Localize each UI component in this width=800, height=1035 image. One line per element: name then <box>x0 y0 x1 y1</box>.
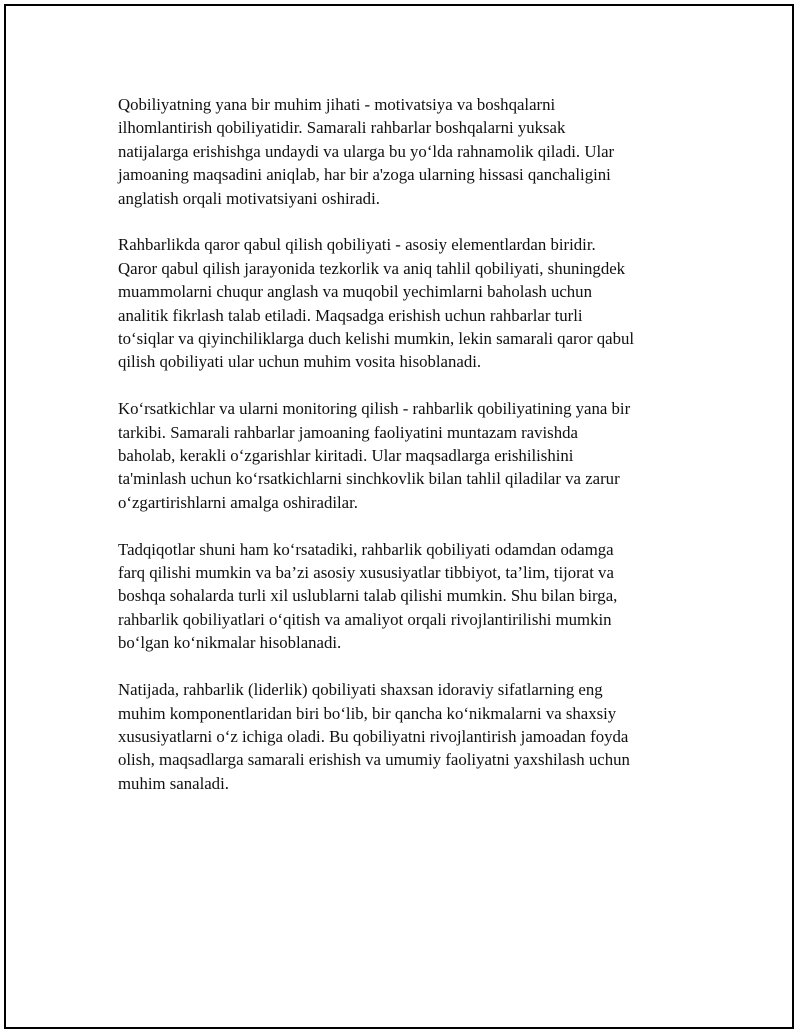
text-line: Qobiliyatning yana bir muhim jihati - motivatsiya va boshqalarni <box>118 95 556 114</box>
text-line: muhim komponentlaridan biri bo‘lib, bir qancha ko‘nikmalarni va shaxsiy <box>118 703 617 723</box>
text-line: muhim sanaladi. <box>118 773 229 793</box>
text-line: o‘zgartirishlarni amalga oshiradilar. <box>118 492 358 512</box>
text-line: natijalarga erishishga undaydi va ularga bu yo‘lda rahnamolik qiladi. Ular <box>118 141 615 161</box>
text-line: bo‘lgan ko‘nikmalar hisoblanadi. <box>118 633 342 653</box>
paragraph-motivation <box>118 93 698 210</box>
text-line: tarkibi. Samarali rahbarlar jamoaning faoliyatini muntazam ravishda <box>118 422 578 442</box>
text-line: anglatish orqali motivatsiyani oshiradi. <box>118 188 380 208</box>
paragraph-decision-making <box>118 233 698 373</box>
paragraph-conclusion <box>118 678 698 795</box>
document-body <box>118 93 698 819</box>
text-line: to‘siqlar va qiyinchiliklarga duch kelishi mumkin, lekin samarali qaror qabul <box>118 329 635 349</box>
text-line: jamoaning maqsadini aniqlab, har bir a'zoga ularning hissasi qanchaligini <box>118 165 611 185</box>
text-line: ta'minlash uchun ko‘rsatkichlarni sinchkovlik bilan tahlil qiladilar va zarur <box>118 469 620 489</box>
text-line: baholab, kerakli o‘zgarishlar kiritadi. Ular maqsadlarga erishilishini <box>118 446 574 466</box>
text-line: qilish qobiliyati ular uchun muhim vosita hisoblanadi. <box>118 352 482 372</box>
text-line: olish, maqsadlarga samarali erishish va umumiy faoliyatni yaxshilash uchun <box>118 750 630 770</box>
text-line: xususiyatlarni o‘z ichiga oladi. Bu qobiliyatni rivojlantirish jamoadan foyda <box>118 726 629 746</box>
text-line: Tadqiqotlar shuni ham ko‘rsatadiki, rahbarlik qobiliyati odamdan odamga <box>118 539 614 559</box>
text-line: rahbarlik qobiliyatlari o‘qitish va amaliyot orqali rivojlantirilishi mumkin <box>118 609 612 629</box>
paragraph-monitoring <box>118 397 698 514</box>
text-line: Ko‘rsatkichlar va ularni monitoring qilish - rahbarlik qobiliyatining yana bir <box>118 399 631 419</box>
text-line: Qaror qabul qilish jarayonida tezkorlik va aniq tahlil qobiliyati, shuningdek <box>118 258 626 278</box>
text-line: analitik fikrlash talab etiladi. Maqsadga erishish uchun rahbarlar turli <box>118 305 583 325</box>
text-line: Natijada, rahbarlik (liderlik) qobiliyati shaxsan idoraviy sifatlarning eng <box>118 680 603 700</box>
text-line: boshqa sohalarda turli xil uslublarni talab qilishi mumkin. Shu bilan birga, <box>118 586 618 606</box>
paragraph-research <box>118 538 698 655</box>
text-line: farq qilishi mumkin va ba’zi asosiy xususiyatlar tibbiyot, ta’lim, tijorat va <box>118 563 614 583</box>
text-line: muammolarni chuqur anglash va muqobil yechimlarni baholash uchun <box>118 282 592 302</box>
text-line: ilhomlantirish qobiliyatidir. Samarali rahbarlar boshqalarni yuksak <box>118 118 566 138</box>
text-line: Rahbarlikda qaror qabul qilish qobiliyati - asosiy elementlardan biridir. <box>118 235 596 255</box>
